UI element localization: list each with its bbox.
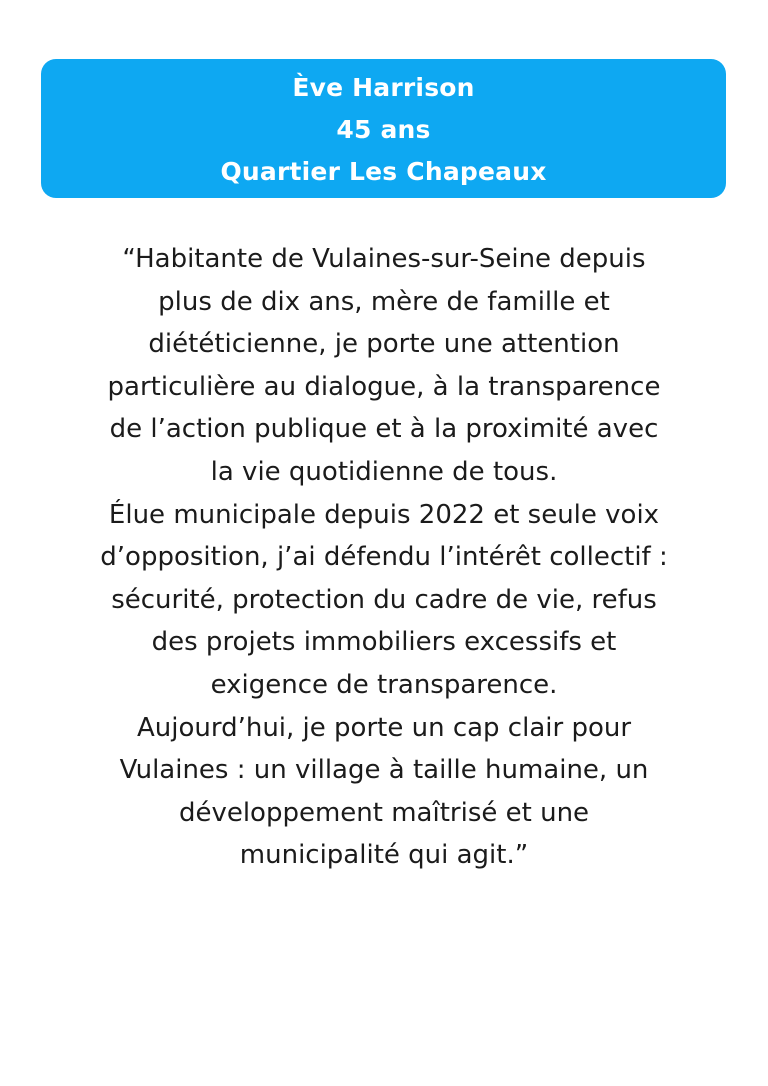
quote-line: exigence de transparence. <box>210 669 558 700</box>
candidate-age: 45 ans <box>336 115 431 144</box>
candidate-name: Ève Harrison <box>292 73 475 102</box>
quote-line: la vie quotidienne de tous. <box>210 456 558 487</box>
quote-line: Vulaines : un village à taille humaine, un <box>119 755 649 786</box>
quote-line: plus de dix ans, mère de famille et <box>158 286 610 317</box>
candidate-district: Quartier Les Chapeaux <box>220 157 547 186</box>
quote-line: développement maîtrisé et une <box>178 797 590 828</box>
quote-line: diététicienne, je porte une attention <box>148 329 620 360</box>
quote-line: Aujourd’hui, je porte un cap clair pour <box>136 712 632 743</box>
quote-line: sécurité, protection du cadre de vie, refus <box>111 584 657 615</box>
quote-line: des projets immobiliers excessifs et <box>151 627 617 658</box>
quote-line: d’opposition, j’ai défendu l’intérêt collectif : <box>100 542 668 573</box>
quote-line: “Habitante de Vulaines-sur-Seine depuis <box>122 244 646 274</box>
quote-line: Élue municipale depuis 2022 et seule voix <box>108 499 660 530</box>
quote-line: de l’action publique et à la proximité avec <box>109 414 659 445</box>
quote-line: particulière au dialogue, à la transparence <box>107 371 661 402</box>
candidate-header-card <box>41 59 726 198</box>
quote-line: municipalité qui agit.” <box>239 840 529 871</box>
candidate-quote <box>40 238 728 877</box>
